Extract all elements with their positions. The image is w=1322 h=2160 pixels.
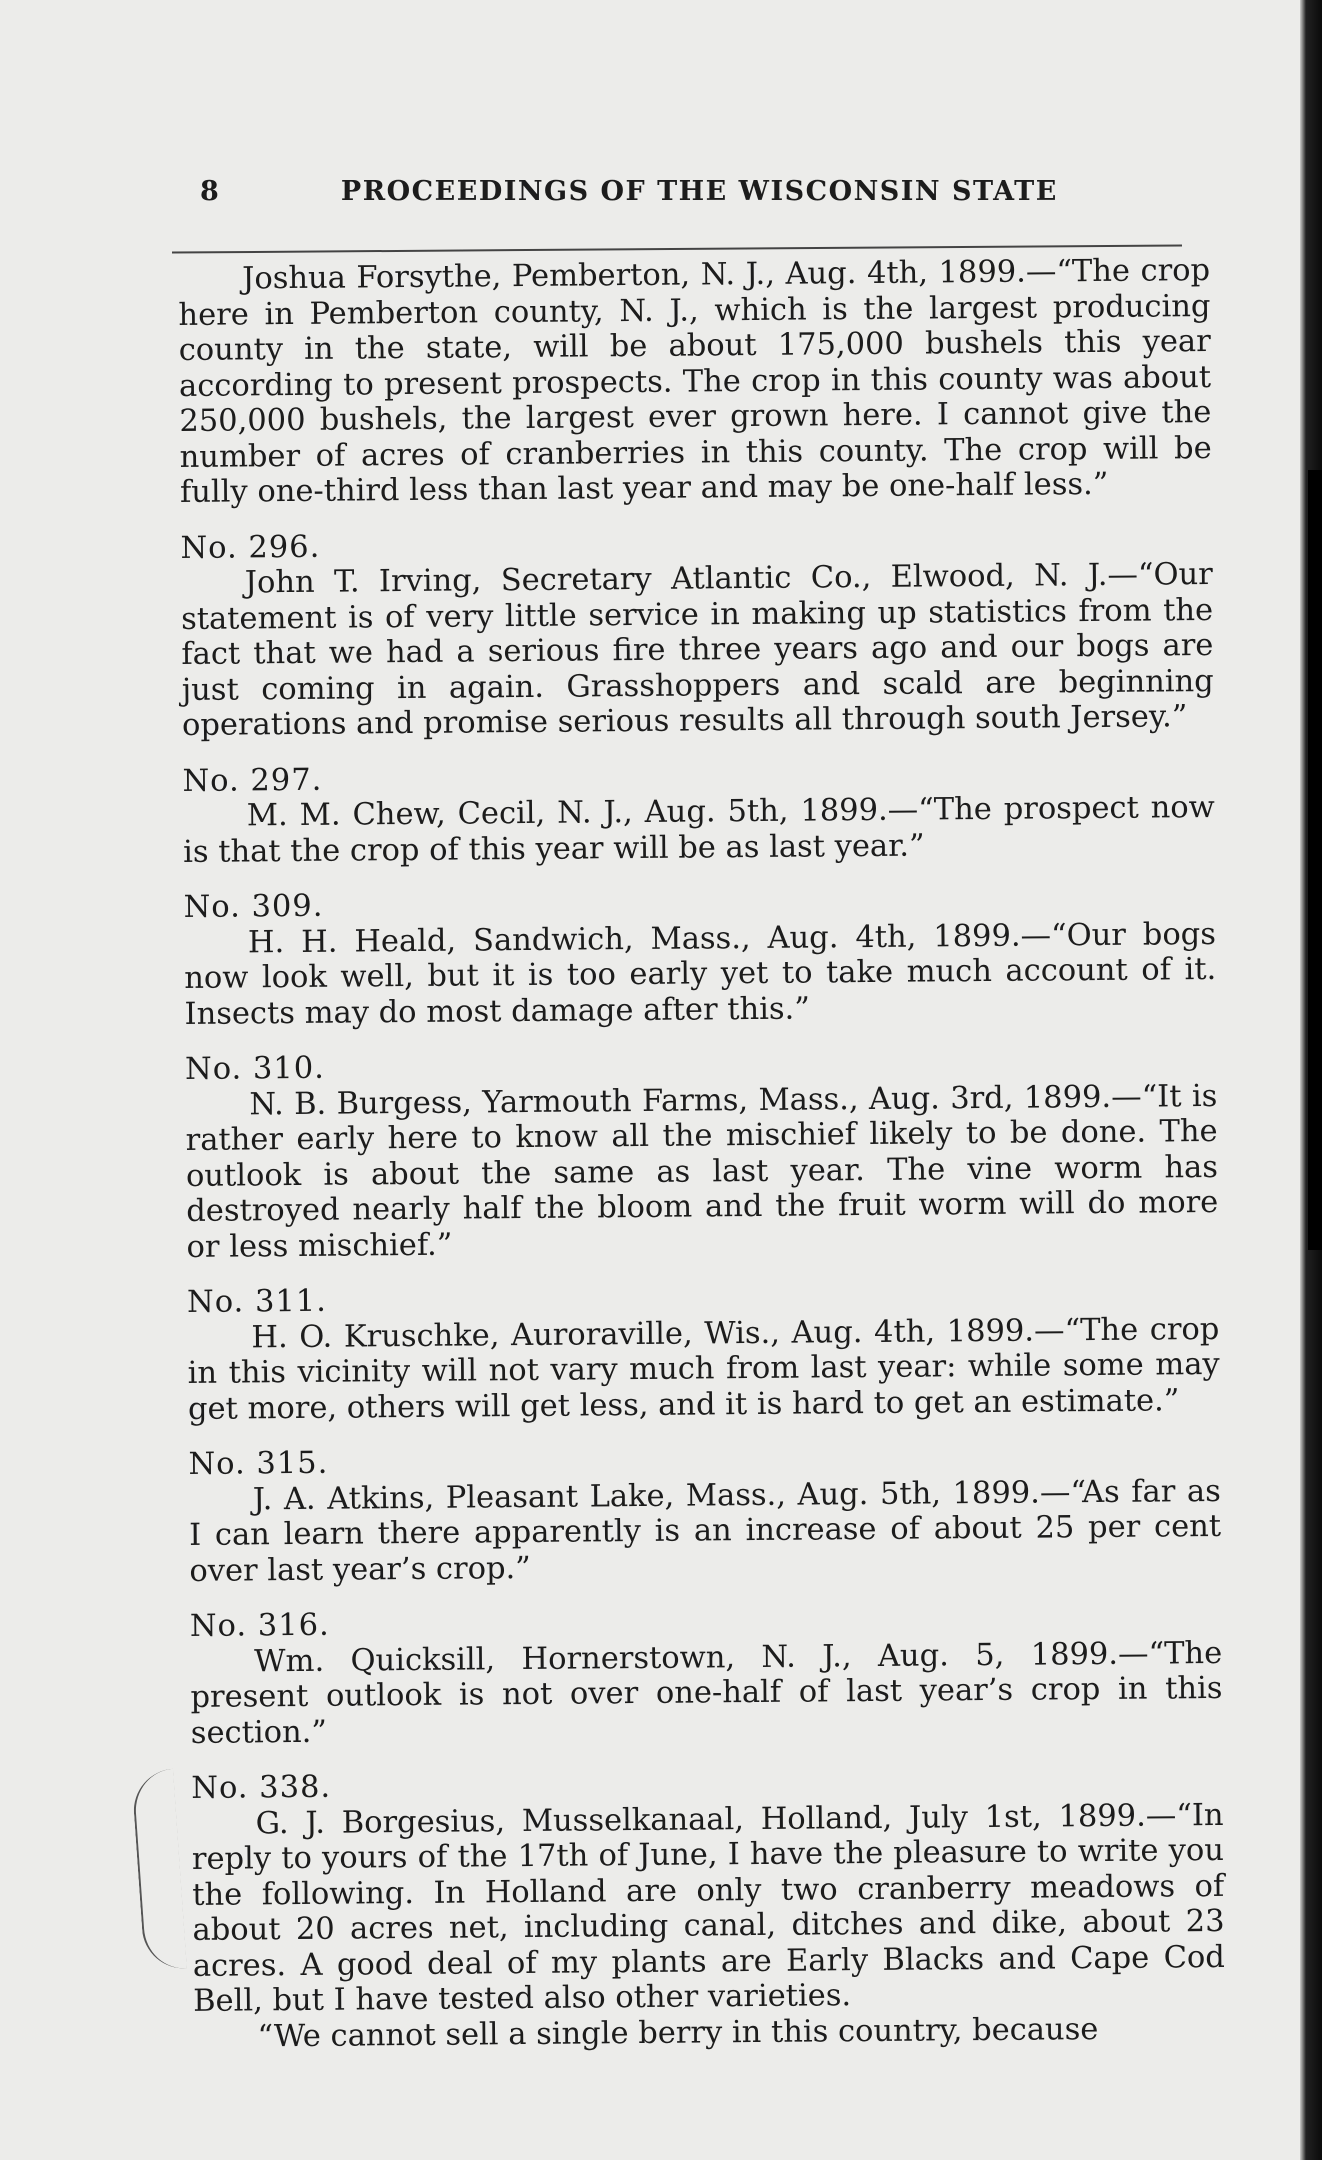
entry-text: Joshua Forsythe, Pemberton, N. J., Aug. 4th, 1899.—“The crop here in Pemberton county, N. J., which is the largest producing county in the state, will be about 175,000 bushels this year according to present prospects. The crop in this county was about 250,000 bushels, the largest ever grown here. I cannot give the number of acres of cranberries in this county. The crop will be fully one-third less than last year and may be one-half less.” (178, 252, 1212, 510)
entry-text: John T. Irving, Secretary Atlantic Co., Elwood, N. J.—“Our statement is of very little service in making up statistics from the fact that we had a serious fire three years ago and our bogs are just coming in again. Grasshoppers and scald are beginning operations and promise serious results all through south Jersey.” (180, 556, 1214, 743)
entry-continuation: “We cannot sell a single berry in this country, because (257, 2011, 1099, 2054)
margin-pencil-bracket (131, 1769, 187, 1971)
entry-311 (187, 1276, 1220, 1427)
page-body (178, 253, 1226, 2075)
entry-315 (188, 1438, 1221, 1589)
entry-316 (190, 1600, 1223, 1751)
entry-number: No. 310. (184, 1050, 326, 1087)
entry-text: M. M. Chew, Cecil, N. J., Aug. 5th, 1899.—“The prospect now is that the crop of this year will be as last year.” (182, 789, 1215, 870)
entry-forsythe (178, 253, 1212, 510)
entry-number: No. 296. (180, 529, 321, 566)
entry-text: H. H. Heald, Sandwich, Mass., Aug. 4th, 1899.—“Our bogs now look well, but it is too early yet to take much account of it. Insects may do most damage after this.” (184, 916, 1217, 1032)
running-title: PROCEEDINGS OF THE WISCONSIN STATE (340, 176, 1058, 207)
entry-number: No. 309. (183, 888, 324, 925)
entry-number: No. 338. (191, 1769, 332, 1806)
page-number: 8 (200, 176, 221, 207)
entry-number: No. 311. (186, 1283, 328, 1320)
entry-338 (191, 1762, 1225, 2055)
entry-text: N. B. Burgess, Yarmouth Farms, Mass., Aug. 3rd, 1899.—“It is rather early here to know all the mischief likely to be done. The outlook is about the same as last year. The vine worm has destroyed nearly half the bloom and the fruit worm will do more or less mischief.” (185, 1078, 1219, 1265)
entry-310 (185, 1043, 1219, 1265)
running-header (200, 176, 1200, 207)
entry-number: No. 297. (182, 762, 323, 799)
header-rule (172, 244, 1182, 253)
entry-297 (182, 754, 1215, 870)
entry-number: No. 315. (188, 1445, 329, 1482)
entry-296 (180, 521, 1214, 743)
book-spine-shadow (1308, 470, 1322, 1250)
entry-text: G. J. Borgesius, Musselkanaal, Holland, July 1st, 1899.—“In reply to yours of the 17th of June, I have the pleasure to write you the following. In Holland are only two cranberry meadows of about 20 acres net, including canal, ditches and dike, about 23 acres. A good deal of my plants are Early Blacks and Cape Cod Bell, but I have tested also other varieties. (191, 1797, 1225, 2019)
entry-text: H. O. Kruschke, Auroraville, Wis., Aug. 4th, 1899.—“The crop in this vicinity will not vary much from last year: while some may get more, others will get less, and it is hard to get an estimate.” (187, 1311, 1220, 1427)
entry-text: Wm. Quicksill, Hornerstown, N. J., Aug. 5, 1899.—“The present outlook is not over one-half of last year’s crop in this section.” (190, 1635, 1223, 1751)
entry-text: J. A. Atkins, Pleasant Lake, Mass., Aug. 5th, 1899.—“As far as I can learn there apparently is an increase of about 25 per cent over last year’s crop.” (188, 1473, 1222, 1589)
entry-309 (183, 881, 1216, 1032)
entry-number: No. 316. (189, 1607, 330, 1644)
